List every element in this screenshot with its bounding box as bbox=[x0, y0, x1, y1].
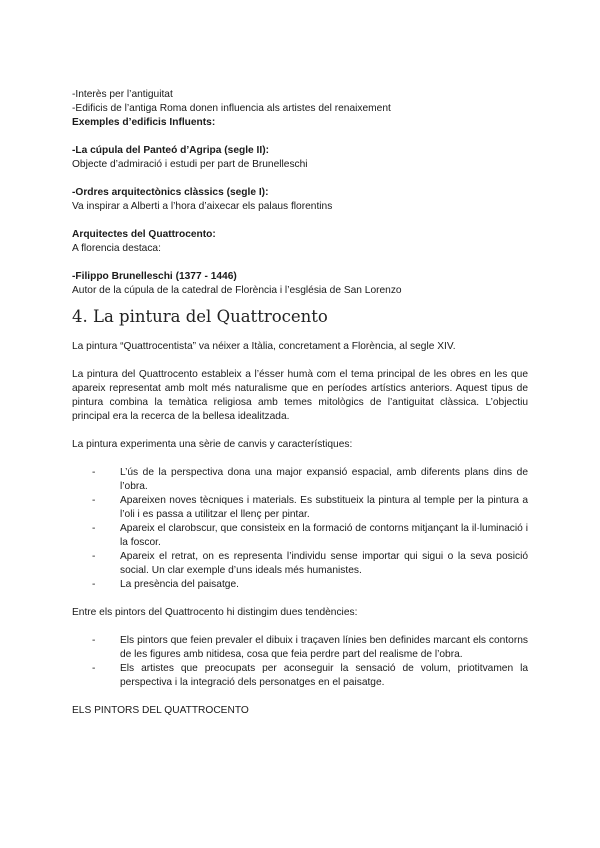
paragraph-4: Entre els pintors del Quattrocento hi distingim dues tendències: bbox=[72, 607, 358, 618]
list-item-text: La presència del paisatge. bbox=[120, 579, 239, 590]
bullet-dash: - bbox=[92, 663, 96, 674]
tendencies-list bbox=[72, 634, 528, 690]
list-item bbox=[88, 578, 528, 592]
bullet-dash: - bbox=[92, 635, 96, 646]
architects-heading: Arquitectes del Quattrocento: bbox=[72, 229, 216, 240]
architect-name: -Filippo Brunelleschi (1377 - 1446) bbox=[72, 271, 237, 282]
bullet-dash: - bbox=[92, 579, 96, 590]
list-item-text: Els artistes que preocupats per aconseguir la sensació de volum, priotitvamen la perspectiva i la integració dels personatges en el paisatge. bbox=[120, 663, 528, 688]
list-item-text: Els pintors que feien prevaler el dibuix i traçaven línies ben definides marcant els contorns de les figures amb nitidesa, cosa que feia perdre part del realisme de l’obra. bbox=[120, 635, 528, 660]
intro-line-2: -Edificis de l’antiga Roma donen influencia als artistes del renaixement bbox=[72, 103, 391, 114]
bullet-dash: - bbox=[92, 523, 96, 534]
example-title-orders: -Ordres arquitectònics clàssics (segle I): bbox=[72, 187, 269, 198]
list-item bbox=[88, 634, 528, 662]
architects-desc: A florencia destaca: bbox=[72, 243, 161, 254]
bullet-dash: - bbox=[92, 551, 96, 562]
paragraph-3: La pintura experimenta una sèrie de canvis y característiques: bbox=[72, 439, 353, 450]
list-item bbox=[88, 466, 528, 494]
list-item-text: Apareix el retrat, on es representa l’individu sense importar qui sigui o la seva posició social. Un clar exemple d’uns ideals més humanistes. bbox=[120, 551, 528, 576]
list-item bbox=[88, 522, 528, 550]
paragraph-1: La pintura “Quattrocentista” va néixer a Itàlia, concretament a Florència, al segle XIV. bbox=[72, 341, 456, 352]
list-item-text: Apareixen noves tècniques i materials. Es substitueix la pintura al temple per la pintura a l’oli i es passa a utilitzar el llenç per pintar. bbox=[120, 495, 528, 520]
list-item-text: Apareix el clarobscur, que consisteix en la formació de contorns mitjançant la il·luminació i la foscor. bbox=[120, 523, 528, 548]
intro-line-1: -Interès per l’antiguitat bbox=[72, 89, 173, 100]
example-desc-pantheon: Objecte d’admiració i estudi per part de Brunelleschi bbox=[72, 159, 308, 170]
architect-desc: Autor de la cúpula de la catedral de Florència i l’església de San Lorenzo bbox=[72, 285, 402, 296]
list-item bbox=[88, 494, 528, 522]
document-page bbox=[72, 88, 528, 718]
list-item-text: L’ús de la perspectiva dona una major expansió espacial, amb diferents plans dins de l’obra. bbox=[120, 467, 528, 492]
bullet-dash: - bbox=[92, 467, 96, 478]
painters-heading: ELS PINTORS DEL QUATTROCENTO bbox=[72, 705, 249, 716]
bullet-dash: - bbox=[92, 495, 96, 506]
paragraph-2: La pintura del Quattrocento estableix a l’ésser humà com el tema principal de les obres en les que apareix representat amb molt més naturalisme que en períodes artístics anteriors. Aquest tipus de pintura combina la temàtica religiosa amb temes mitològics de l’antiguitat clàssica. L’objectiu principal era la recerca de la bellesa idealitzada. bbox=[72, 369, 528, 422]
list-item bbox=[88, 662, 528, 690]
example-title-pantheon: -La cúpula del Panteó d’Agripa (segle II): bbox=[72, 145, 269, 156]
examples-heading: Exemples d’edificis Influents: bbox=[72, 117, 216, 128]
example-desc-orders: Va inspirar a Alberti a l’hora d’aixecar els palaus florentins bbox=[72, 201, 333, 212]
list-item bbox=[88, 550, 528, 578]
section-title: 4. La pintura del Quattrocento bbox=[72, 307, 328, 326]
characteristics-list bbox=[72, 466, 528, 592]
